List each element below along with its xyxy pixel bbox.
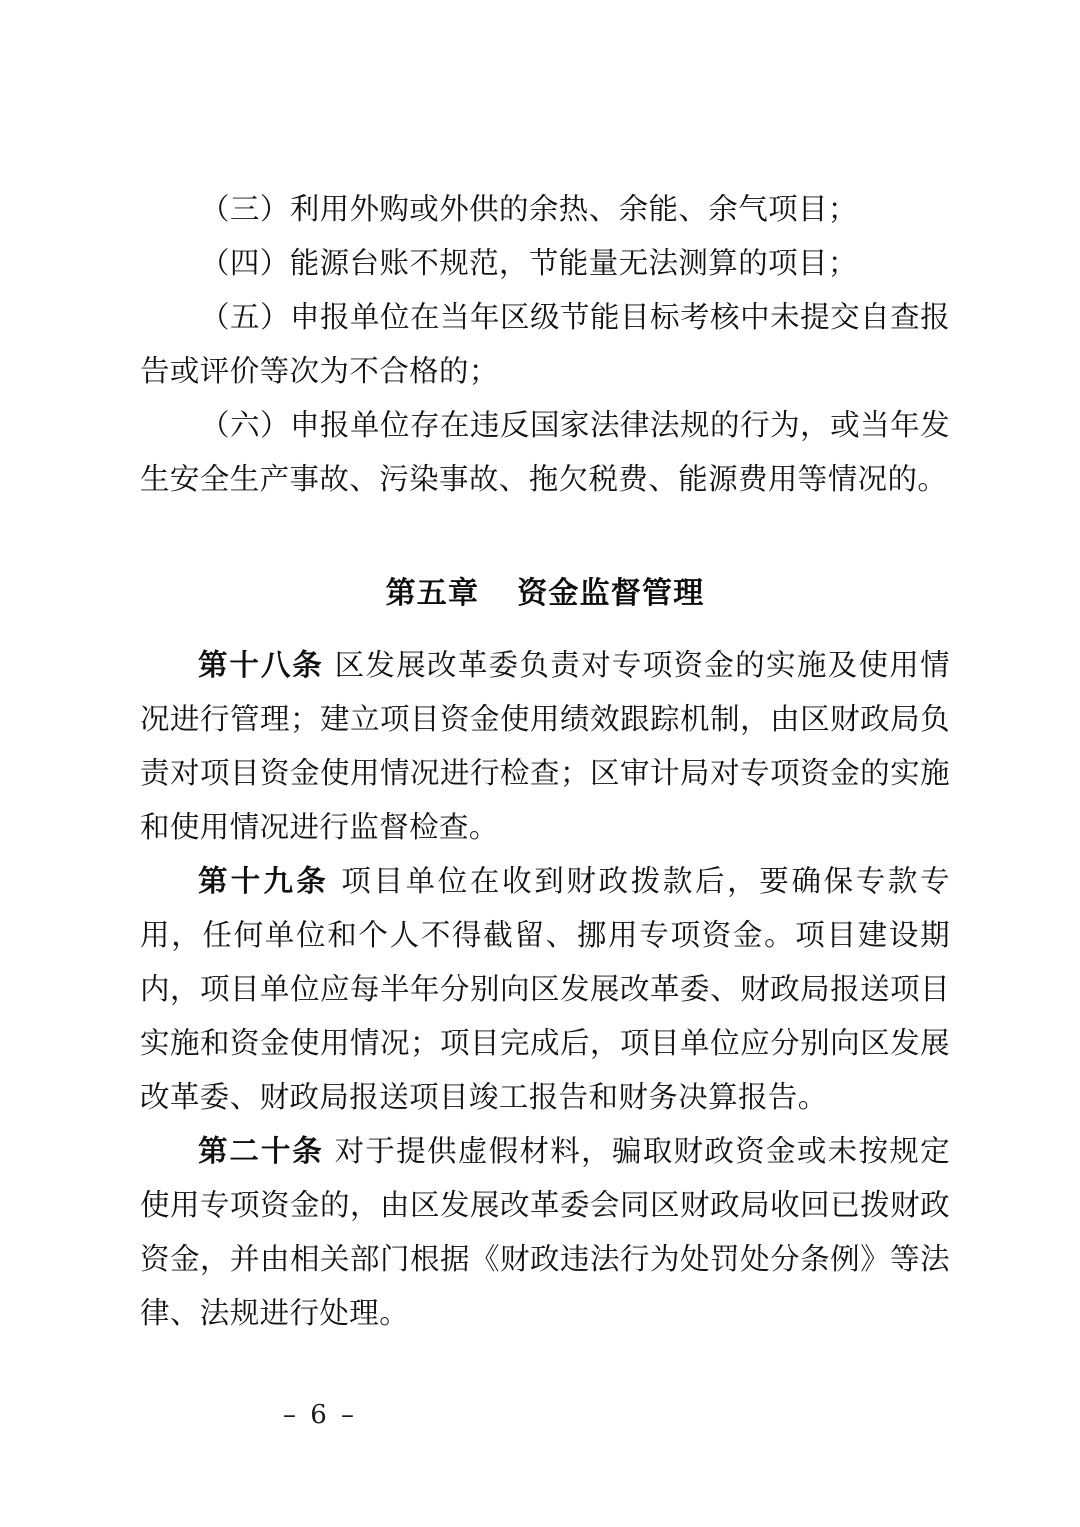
article-19	[140, 854, 950, 1124]
article-18-label: 第十八条	[198, 648, 324, 682]
list-item: （六）申报单位存在违反国家法律法规的行为，或当年发生安全生产事故、污染事故、拖欠税费、能源费用等情况的。	[140, 408, 950, 496]
list-item: （五）申报单位在当年区级节能目标考核中未提交自查报告或评价等次为不合格的；	[140, 300, 950, 388]
article-19-label: 第十九条	[198, 864, 330, 898]
article-18	[140, 638, 950, 854]
chapter-number: 第五章	[385, 576, 480, 611]
article-19-text: 项目单位在收到财政拨款后，要确保专款专用，任何单位和个人不得截留、挪用专项资金。项目建设期内，项目单位应每半年分别向区发展改革委、财政局报送项目实施和资金使用情况；项目完成后，项目单位应分别向区发展改革委、财政局报送项目竣工报告和财务决算报告。	[140, 864, 950, 1114]
chapter-title: 资金监督管理	[517, 576, 705, 611]
article-20-label: 第二十条	[198, 1134, 324, 1168]
document-body	[140, 182, 950, 1340]
article-20	[140, 1124, 950, 1340]
page-footer	[0, 1400, 1080, 1430]
chapter-heading	[140, 568, 950, 612]
article-20-text: 对于提供虚假材料，骗取财政资金或未按规定使用专项资金的，由区发展改革委会同区财政局收回已拨财政资金，并由相关部门根据《财政违法行为处罚处分条例》等法律、法规进行处理。	[140, 1134, 950, 1330]
article-18-text: 区发展改革委负责对专项资金的实施及使用情况进行管理；建立项目资金使用绩效跟踪机制，由区财政局负责对项目资金使用情况进行检查；区审计局对专项资金的实施和使用情况进行监督检查。	[140, 648, 950, 844]
list-item: （四）能源台账不规范，节能量无法测算的项目；	[200, 246, 858, 280]
list-item: （三）利用外购或外供的余热、余能、余气项目；	[200, 192, 858, 226]
page-number: – 6 –	[282, 1400, 358, 1430]
